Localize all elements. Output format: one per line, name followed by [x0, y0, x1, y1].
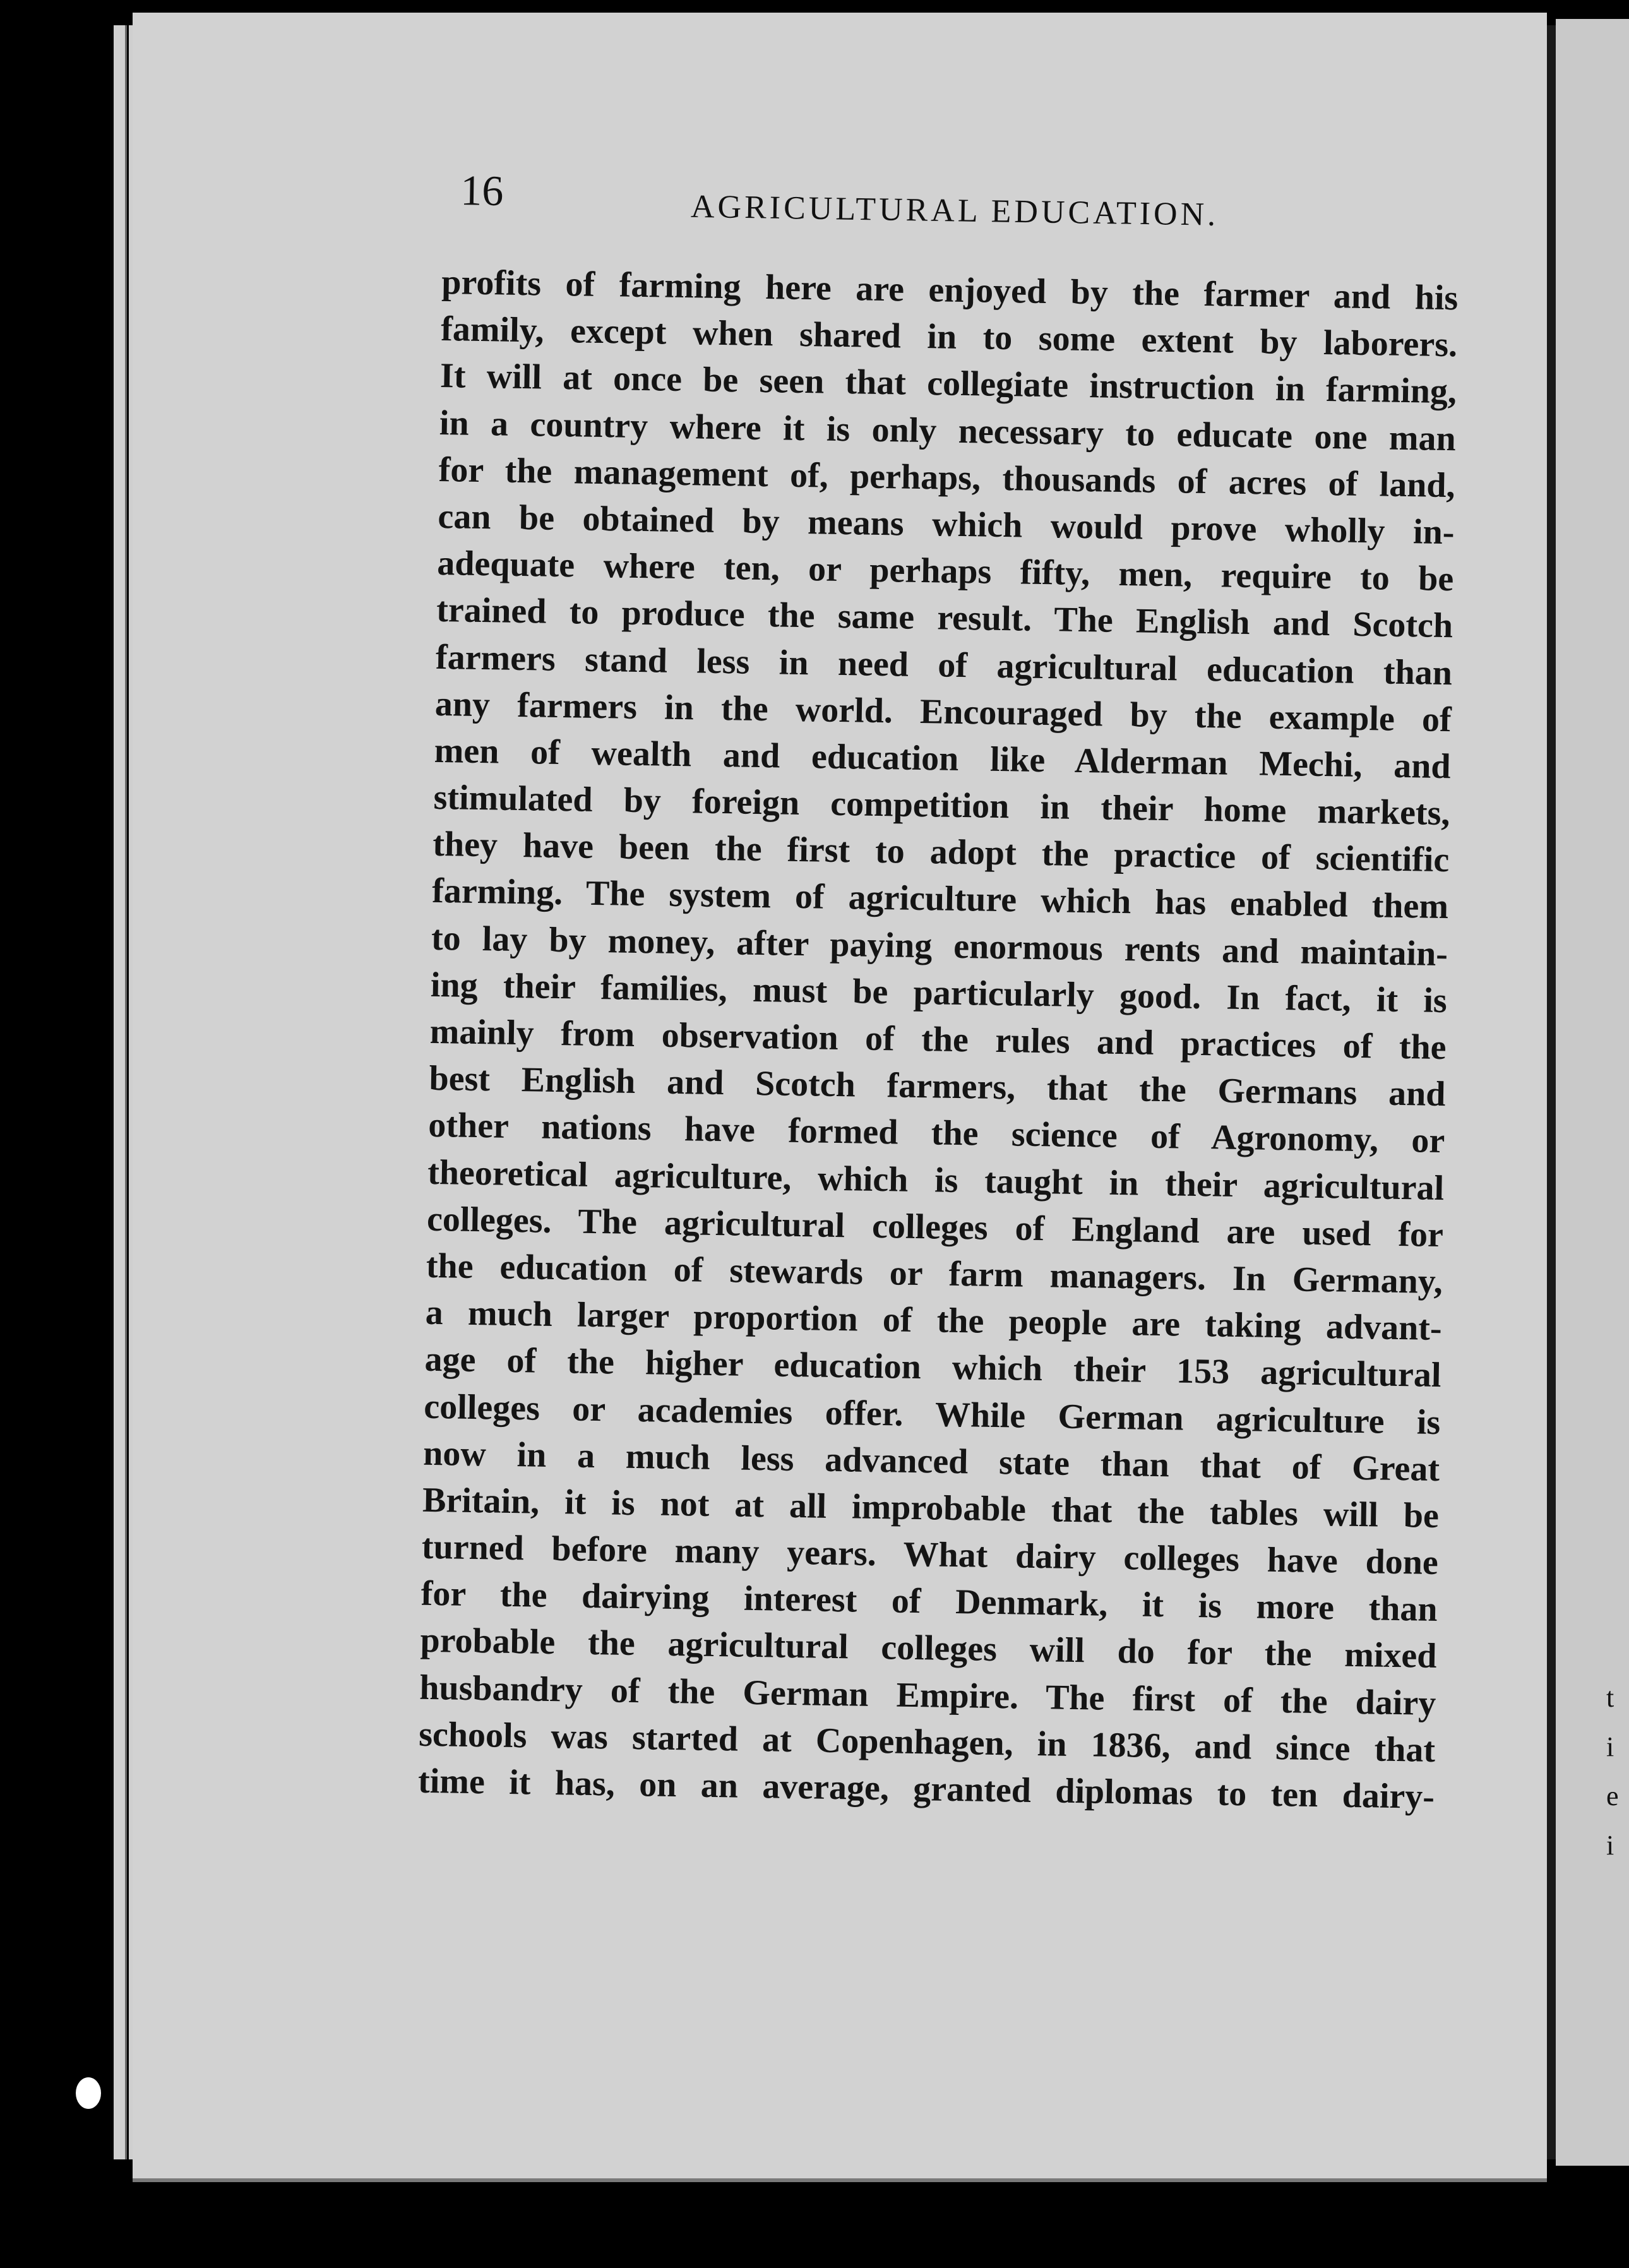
facing-letter: i [1606, 1830, 1614, 1861]
text-line: for the dairying interest of Denmark, it is more than [421, 1573, 1438, 1630]
text-line: colleges. The agricultural colleges of England are used for [426, 1199, 1444, 1255]
text-line: Britain, it is not at all improbable that the tables will be [422, 1480, 1440, 1536]
facing-page-edge [1556, 19, 1629, 2166]
text-line: they have been the first to adopt the practice of scientific [432, 825, 1450, 880]
text-line: family, except when shared in to some extent by laborers. [440, 309, 1458, 365]
text-line: adequate where ten, or perhaps fifty, men, require to be [436, 544, 1454, 599]
text-line: can be obtained by means which would prove wholly in- [438, 496, 1455, 552]
text-line: for the management of, perhaps, thousands of acres of land, [438, 450, 1456, 505]
running-title: AGRICULTURAL EDUCATION. [690, 188, 1219, 233]
scan-speck [76, 2077, 101, 2109]
spine-shadow [1547, 25, 1556, 2159]
text-line: probable the agricultural colleges will do for the mixed [420, 1621, 1437, 1676]
text-line: colleges or academies offer. While German agriculture is [423, 1387, 1441, 1442]
text-line: time it has, on an average, granted diplomas to ten dairy- [417, 1761, 1435, 1817]
text-line: now in a much less advanced state than that of Great [422, 1433, 1440, 1489]
text-line: best English and Scotch farmers, that the Germans and [429, 1059, 1446, 1114]
text-line: farming. The system of agriculture which has enabled them [431, 871, 1449, 927]
text-line: a much larger proportion of the people are taking advant- [425, 1292, 1443, 1349]
page-number: 16 [460, 165, 504, 215]
text-line: men of wealth and education like Alderman Mechi, and [434, 731, 1452, 787]
text-line: theoretical agriculture, which is taught in their agricultural [427, 1152, 1445, 1208]
text-line: any farmers in the world. Encouraged by the example of [434, 684, 1452, 739]
text-line: farmers stand less in need of agricultural education than [435, 637, 1453, 693]
text-line: age of the higher education which their 153 agricultural [424, 1340, 1441, 1395]
text-line: mainly from observation of the rules and practices of the [429, 1012, 1447, 1068]
text-line: in a country where it is only necessary to educate one man [439, 403, 1457, 458]
text-line: trained to produce the same result. The English and Scotch [436, 590, 1453, 646]
text-line: the education of stewards or farm managers. In Germany, [426, 1246, 1443, 1302]
text-line: to lay by money, after paying enormous rents and maintain- [431, 918, 1448, 974]
facing-letter: e [1606, 1781, 1619, 1811]
text-line: turned before many years. What dairy colleges have done [421, 1527, 1439, 1583]
page-edge [114, 25, 127, 2159]
facing-page-letters [1606, 1673, 1625, 1870]
text-line: ing their families, must be particularly good. In fact, it is [430, 965, 1448, 1020]
text-line: schools was started at Copenhagen, in 1836, and since that [418, 1714, 1436, 1770]
text-line: other nations have formed the science of Agronomy, or [427, 1106, 1445, 1161]
facing-letter: i [1606, 1731, 1614, 1762]
facing-letter: t [1606, 1682, 1614, 1713]
text-line: stimulated by foreign competition in their home markets, [433, 777, 1450, 833]
body-text [418, 259, 1459, 1820]
text-line: husbandry of the German Empire. The first of the dairy [419, 1668, 1436, 1723]
text-line: It will at once be seen that collegiate instruction in farming, [439, 356, 1457, 412]
text-line: profits of farming here are enjoyed by the farmer and his [441, 262, 1459, 318]
